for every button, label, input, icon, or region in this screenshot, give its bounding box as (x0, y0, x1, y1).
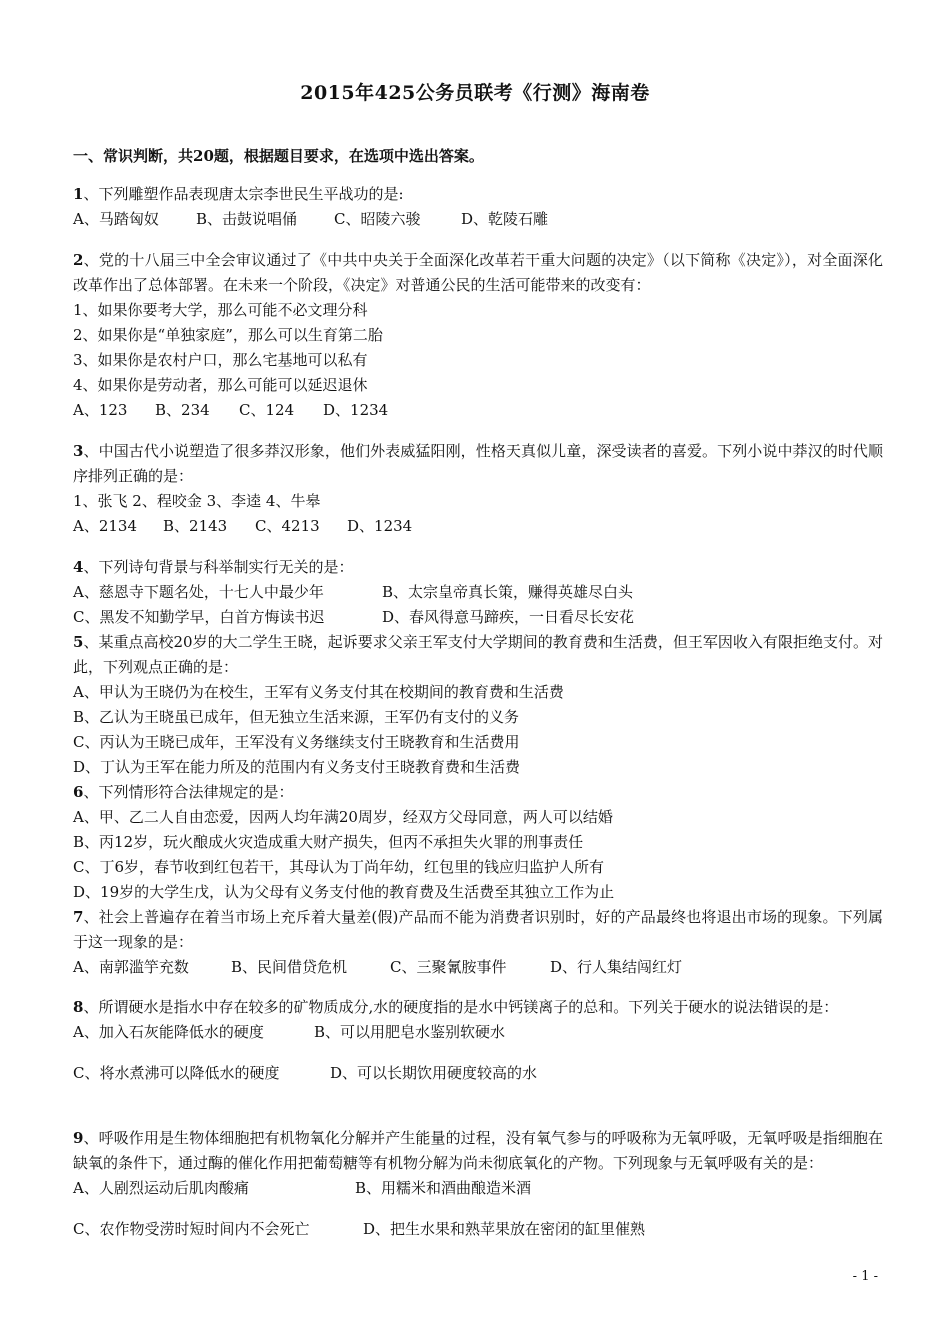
question-number: 3 (73, 442, 84, 460)
question-stem: 、社会上普遍存在着当市场上充斥着大量差(假)产品而不能为消费者识别时，好的产品最终也将退出市场的现象。下列属于这一现象的是： (73, 908, 883, 951)
option-a: A、加入石灰能降低水的硬度 (73, 1023, 264, 1041)
question-stem: 、所谓硬水是指水中存在较多的矿物质成分,水的硬度指的是水中钙镁离子的总和。下列关于硬水的说法错误的是： (83, 998, 839, 1016)
question-9 (73, 1126, 883, 1242)
option-a: A、马踏匈奴 (73, 210, 159, 228)
option-d: D、丁认为王军在能力所及的范围内有义务支付王晓教育费和生活费 (73, 758, 521, 776)
statement-item: 3、如果你是农村户口，那么宅基地可以私有 (73, 351, 368, 369)
option-d: D、可以长期饮用硬度较高的水 (330, 1064, 538, 1082)
question-number: 4 (73, 558, 84, 576)
statement-item: 1、张飞 2、程咬金 3、李逵 4、牛皋 (73, 492, 321, 510)
question-stem: 、呼吸作用是生物体细胞把有机物氧化分解并产生能量的过程，没有氧气参与的呼吸称为无氧呼吸，无氧呼吸是指细胞在缺氧的条件下，通过酶的催化作用把葡萄糖等有机物分解为尚未彻底氧化的产物。下列现象与无氧呼吸有关的是： (73, 1129, 883, 1172)
option-b: B、用糯米和酒曲酿造米酒 (355, 1179, 532, 1197)
option-d: D、1234 (323, 401, 389, 419)
option-b: B、可以用肥皂水鉴别软硬水 (314, 1023, 506, 1041)
option-c: C、124 (239, 401, 295, 419)
option-d: D、乾陵石雕 (461, 210, 549, 228)
question-number: 7 (73, 908, 84, 926)
option-a: A、南郭滥竽充数 (73, 958, 189, 976)
option-d: D、19岁的大学生戊，认为父母有义务支付他的教育费及生活费至其独立工作为止 (73, 883, 615, 901)
option-c: C、农作物受涝时短时间内不会死亡 (73, 1220, 310, 1238)
section-heading: 一、常识判断，共20题，根据题目要求，在选项中选出答案。 (73, 147, 484, 165)
option-c: C、丙认为王晓已成年，王军没有义务继续支付王晓教育和生活费用 (73, 733, 520, 751)
option-c: C、丁6岁，春节收到红包若干，其母认为丁尚年幼，红包里的钱应归监护人所有 (73, 858, 605, 876)
question-stem: 、中国古代小说塑造了很多莽汉形象，他们外表威猛阳刚，性格天真似儿童，深受读者的喜爱。下列小说中莽汉的时代顺序排列正确的是： (73, 442, 883, 485)
question-8 (73, 995, 883, 1086)
option-a: A、2134 (73, 517, 138, 535)
option-c: C、将水煮沸可以降低水的硬度 (73, 1064, 280, 1082)
page-title: 2015年425公务员联考《行测》海南卷 (300, 82, 650, 104)
question-number: 1 (73, 185, 84, 203)
question-stem: 、下列情形符合法律规定的是： (83, 783, 294, 801)
statement-item: 2、如果你是“单独家庭”，那么可以生育第二胎 (73, 326, 383, 344)
question-1 (73, 182, 883, 232)
option-b: B、太宗皇帝真长策，赚得英雄尽白头 (382, 583, 634, 601)
question-stem: 、某重点高校20岁的大二学生王晓，起诉要求父亲王军支付大学期间的教育费和生活费，但王军因收入有限拒绝支付。对此，下列观点正确的是： (73, 633, 883, 676)
option-d: D、把生水果和熟苹果放在密闭的缸里催熟 (363, 1220, 646, 1238)
option-b: B、234 (155, 401, 210, 419)
page-number: - 1 - (852, 1269, 878, 1284)
question-2 (73, 248, 883, 423)
question-number: 6 (73, 783, 84, 801)
question-6 (73, 780, 883, 905)
question-4 (73, 555, 883, 630)
option-b: B、2143 (163, 517, 228, 535)
question-number: 8 (73, 998, 84, 1016)
question-3 (73, 439, 883, 539)
option-c: C、黑发不知勤学早，白首方悔读书迟 (73, 608, 325, 626)
question-stem: 、下列诗句背景与科举制实行无关的是： (83, 558, 354, 576)
option-a: A、123 (73, 401, 128, 419)
option-b: B、乙认为王晓虽已成年，但无独立生活来源，王军仍有支付的义务 (73, 708, 520, 726)
question-stem: 、下列雕塑作品表现唐太宗李世民生平战功的是: (83, 185, 404, 203)
question-number: 2 (73, 251, 84, 269)
option-c: C、4213 (255, 517, 320, 535)
option-a: A、人剧烈运动后肌肉酸痛 (73, 1179, 249, 1197)
option-b: B、击鼓说唱俑 (196, 210, 298, 228)
option-d: D、春风得意马蹄疾，一日看尽长安花 (382, 608, 635, 626)
option-d: D、1234 (347, 517, 413, 535)
option-a: A、甲、乙二人自由恋爱，因两人均年满20周岁，经双方父母同意，两人可以结婚 (73, 808, 613, 826)
question-number: 5 (73, 633, 84, 651)
option-c: C、昭陵六骏 (334, 210, 421, 228)
option-c: C、三聚氰胺事件 (390, 958, 507, 976)
question-stem: 、党的十八届三中全会审议通过了《中共中央关于全面深化改革若干重大问题的决定》（以下简称《决定》），对全面深化改革作出了总体部署。在未来一个阶段，《决定》对普通公民的生活可能带来的改变有： (73, 251, 883, 294)
question-7 (73, 905, 883, 980)
question-5 (73, 630, 883, 780)
option-b: B、民间借贷危机 (231, 958, 348, 976)
question-number: 9 (73, 1129, 84, 1147)
option-a: A、慈恩寺下题名处，十七人中最少年 (73, 583, 324, 601)
statement-item: 4、如果你是劳动者，那么可能可以延迟退休 (73, 376, 368, 394)
option-d: D、行人集结闯红灯 (550, 958, 683, 976)
option-b: B、丙12岁，玩火酿成火灾造成重大财产损失，但丙不承担失火罪的刑事责任 (73, 833, 584, 851)
statement-item: 1、如果你要考大学，那么可能不必文理分科 (73, 301, 368, 319)
option-a: A、甲认为王晓仍为在校生，王军有义务支付其在校期间的教育费和生活费 (73, 683, 564, 701)
